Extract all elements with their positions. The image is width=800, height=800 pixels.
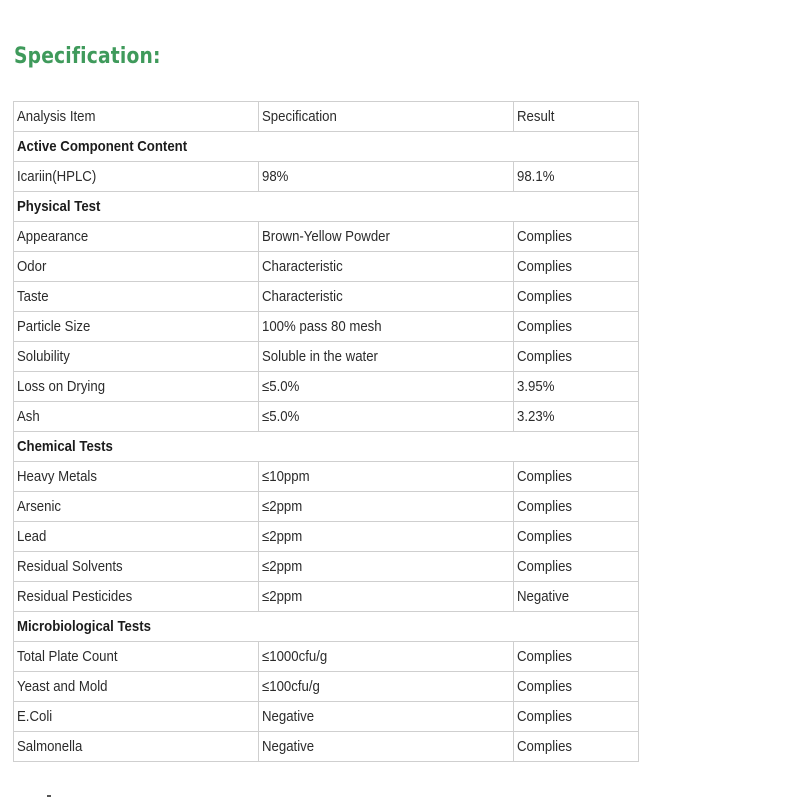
table-row xyxy=(14,732,639,762)
specification-cell: ≤5.0% xyxy=(259,402,514,432)
header-cell-analysis-item: Analysis Item xyxy=(14,102,259,132)
result-cell: Complies xyxy=(514,642,639,672)
table-row xyxy=(14,522,639,552)
table-header-row xyxy=(14,102,639,132)
specification-cell: ≤2ppm xyxy=(259,582,514,612)
section-row xyxy=(14,432,639,462)
section-title-cell: Physical Test xyxy=(14,192,639,222)
table-row xyxy=(14,222,639,252)
table-row xyxy=(14,702,639,732)
result-cell: Complies xyxy=(514,312,639,342)
section-title-cell: Microbiological Tests xyxy=(14,612,639,642)
specification-cell: Negative xyxy=(259,732,514,762)
result-cell: Complies xyxy=(514,732,639,762)
section-row xyxy=(14,192,639,222)
item-cell: Heavy Metals xyxy=(14,462,259,492)
section-row xyxy=(14,132,639,162)
specification-cell: ≤100cfu/g xyxy=(259,672,514,702)
item-cell: Lead xyxy=(14,522,259,552)
specification-cell: Characteristic xyxy=(259,282,514,312)
table-row xyxy=(14,252,639,282)
result-cell: Complies xyxy=(514,522,639,552)
result-cell: Complies xyxy=(514,222,639,252)
table-row xyxy=(14,372,639,402)
item-cell: Icariin(HPLC) xyxy=(14,162,259,192)
item-cell: Residual Pesticides xyxy=(14,582,259,612)
item-cell: Arsenic xyxy=(14,492,259,522)
specification-cell: ≤10ppm xyxy=(259,462,514,492)
table-row xyxy=(14,492,639,522)
page-fragment-mark xyxy=(47,795,51,797)
header-cell-result: Result xyxy=(514,102,639,132)
table-row xyxy=(14,642,639,672)
section-row xyxy=(14,612,639,642)
specification-cell: Brown-Yellow Powder xyxy=(259,222,514,252)
specification-cell: ≤2ppm xyxy=(259,552,514,582)
specification-cell: ≤2ppm xyxy=(259,492,514,522)
item-cell: Loss on Drying xyxy=(14,372,259,402)
item-cell: Odor xyxy=(14,252,259,282)
result-cell: Complies xyxy=(514,252,639,282)
section-title-cell: Active Component Content xyxy=(14,132,639,162)
result-cell: Complies xyxy=(514,282,639,312)
table-row xyxy=(14,462,639,492)
result-cell: 98.1% xyxy=(514,162,639,192)
header-cell-specification: Specification xyxy=(259,102,514,132)
specification-cell: Soluble in the water xyxy=(259,342,514,372)
item-cell: Yeast and Mold xyxy=(14,672,259,702)
result-cell: 3.95% xyxy=(514,372,639,402)
result-cell: 3.23% xyxy=(514,402,639,432)
table-row xyxy=(14,582,639,612)
item-cell: E.Coli xyxy=(14,702,259,732)
result-cell: Complies xyxy=(514,462,639,492)
specification-cell: ≤1000cfu/g xyxy=(259,642,514,672)
item-cell: Solubility xyxy=(14,342,259,372)
specification-cell: 98% xyxy=(259,162,514,192)
result-cell: Complies xyxy=(514,342,639,372)
item-cell: Total Plate Count xyxy=(14,642,259,672)
specification-cell: Negative xyxy=(259,702,514,732)
table-row xyxy=(14,342,639,372)
item-cell: Salmonella xyxy=(14,732,259,762)
specification-cell: Characteristic xyxy=(259,252,514,282)
page-title: Specification: xyxy=(14,44,161,69)
item-cell: Particle Size xyxy=(14,312,259,342)
result-cell: Complies xyxy=(514,552,639,582)
table-row xyxy=(14,162,639,192)
table-row xyxy=(14,672,639,702)
table-row xyxy=(14,312,639,342)
table-row xyxy=(14,402,639,432)
section-title-cell: Chemical Tests xyxy=(14,432,639,462)
specification-table xyxy=(13,101,639,762)
table-row xyxy=(14,282,639,312)
result-cell: Complies xyxy=(514,702,639,732)
item-cell: Appearance xyxy=(14,222,259,252)
result-cell: Complies xyxy=(514,672,639,702)
specification-table-body xyxy=(14,102,639,762)
item-cell: Residual Solvents xyxy=(14,552,259,582)
result-cell: Negative xyxy=(514,582,639,612)
specification-cell: 100% pass 80 mesh xyxy=(259,312,514,342)
item-cell: Ash xyxy=(14,402,259,432)
specification-cell: ≤5.0% xyxy=(259,372,514,402)
item-cell: Taste xyxy=(14,282,259,312)
result-cell: Complies xyxy=(514,492,639,522)
table-row xyxy=(14,552,639,582)
specification-cell: ≤2ppm xyxy=(259,522,514,552)
